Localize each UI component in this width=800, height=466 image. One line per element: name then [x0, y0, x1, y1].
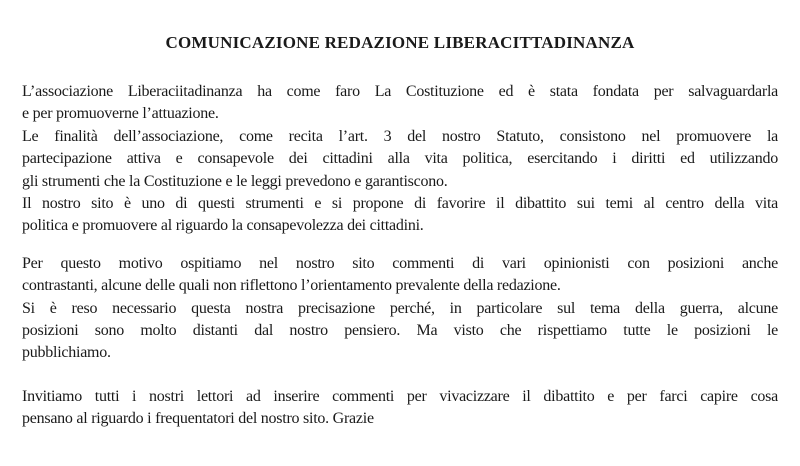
text-line: posizioni sono molto distanti dal nostro pensiero. Ma visto che rispettiamo tutte le posizioni le — [22, 322, 778, 340]
document-body — [22, 81, 778, 431]
text-line: politica e promuovere al riguardo la consapevolezza dei cittadini. — [22, 217, 424, 235]
text-line: contrastanti, alcune delle quali non riflettono l’orientamento prevalente della redazione. — [22, 277, 561, 295]
text-block — [22, 253, 778, 365]
text-line: L’associazione Liberaciitadinanza ha come faro La Costituzione ed è stata fondata per salvaguardarla — [22, 83, 778, 100]
text-line: pensano al riguardo i frequentatori del nostro sito. Grazie — [22, 410, 374, 428]
text-line: Le finalità dell’associazione, come recita l’art. 3 del nostro Statuto, consistono nel promuovere la — [22, 127, 778, 145]
text-block — [22, 81, 778, 238]
text-block — [22, 386, 778, 431]
text-line: e per promuoverne l’attuazione. — [22, 105, 219, 123]
text-line: Si è reso necessario questa nostra precisazione perché, in particolare sul tema della guerra, alcune — [22, 299, 778, 317]
text-line: Invitiamo tutti i nostri lettori ad inserire commenti per vivacizzare il dibattito e per farci capire cosa — [22, 387, 778, 405]
text-line: partecipazione attiva e consapevole dei cittadini alla vita politica, esercitando i diritti ed utilizzando — [22, 150, 778, 168]
text-line: Il nostro sito è uno di questi strumenti e si propone di favorire il dibattito sui temi al centro della vita — [22, 195, 778, 213]
document-title: COMUNICAZIONE REDAZIONE LIBERACITTADINANZA — [165, 33, 635, 52]
text-line: Per questo motivo ospitiamo nel nostro sito commenti di vari opinionisti con posizioni anche — [22, 254, 778, 272]
text-line: pubblichiamo. — [22, 344, 111, 362]
text-line: gli strumenti che la Costituzione e le leggi prevedono e garantiscono. — [22, 172, 448, 190]
